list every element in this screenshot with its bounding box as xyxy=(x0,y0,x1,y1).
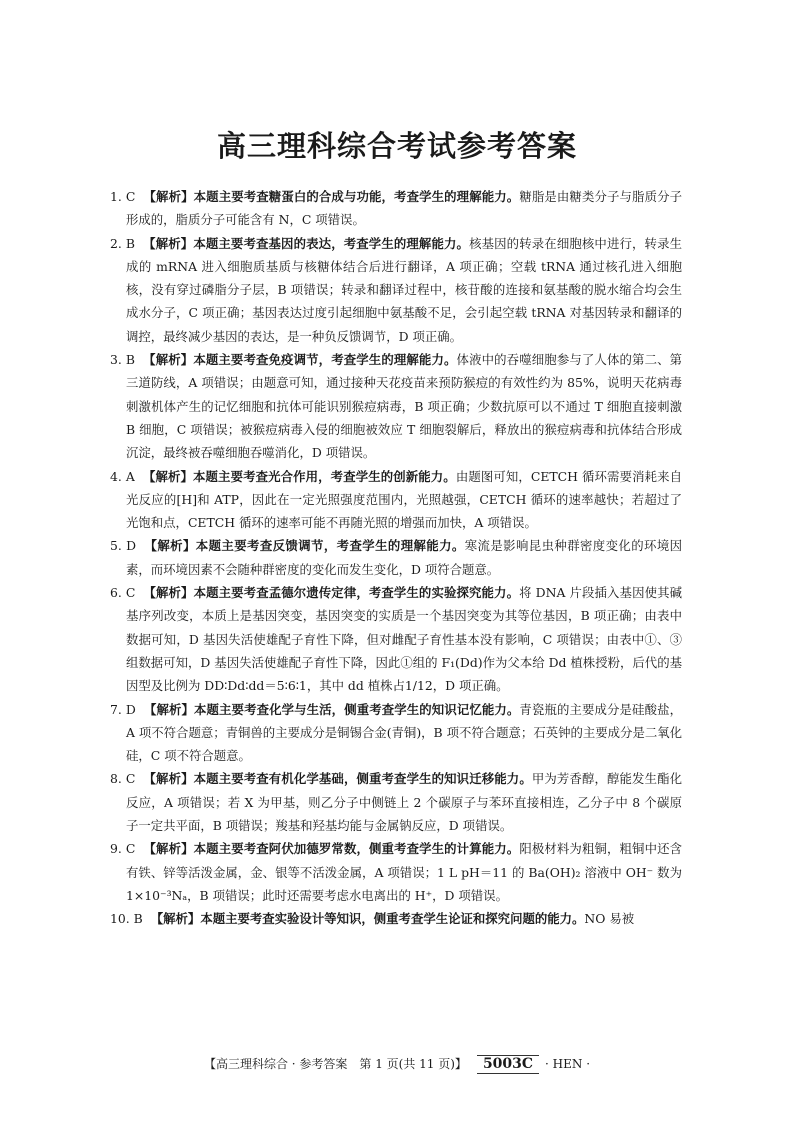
answer-focus: 本题主要考查糖蛋白的合成与功能，考查学生的理解能力。 xyxy=(193,189,520,204)
answer-item-5 xyxy=(110,534,682,581)
answer-body: 糖脂是由糖类分子与脂质分子形成的，脂质分子可能含有 N，C 项错误。 xyxy=(126,189,683,228)
analysis-tag: 【解析】 xyxy=(143,841,194,857)
answer-item-1 xyxy=(110,185,682,232)
answer-item-10 xyxy=(110,907,682,930)
answer-focus: 本题主要考查反馈调节，考查学生的理解能力。 xyxy=(195,538,465,554)
answer-list xyxy=(110,185,682,931)
answer-body: 由题图可知，CETCH 循环需要消耗来自光反应的[H]和 ATP，因此在一定光照强度范围内，光照越强，CETCH 循环的速率越快；若超过了光饱和点，CETCH 循环的速率可能不再随光照的增强而加快，A 项错误。 xyxy=(126,468,683,531)
answer-item-8 xyxy=(110,767,682,837)
answer-focus: 本题主要考查实验设计等知识，侧重考查学生论证和探究问题的能力。 xyxy=(200,911,585,927)
answer-body: 将 DNA 片段插入基因使其碱基序列改变，本质上是基因突变，基因突变的实质是一个基因突变为其等位基因，B 项正确；由表中数据可知，D 基因失活使雄配子育性下降，但对雌配子育性基本没有影响，C 项错误；由表中①、③组数据可知，D 基因失活使雄配子育性下降，因此①组的 F₁(Dd)作为父本给 Dd 植株授粉，后代的基因型及比例为 DD∶Dd∶dd＝5∶6∶1，其中 dd 植株占1/12，D 项正确。 xyxy=(126,585,683,694)
answer-item-9 xyxy=(110,837,682,907)
answer-item-4 xyxy=(110,465,682,535)
analysis-tag: 【解析】 xyxy=(143,235,194,251)
page-title: 高三理科综合考试参考答案 xyxy=(216,129,577,163)
analysis-tag: 【解析】 xyxy=(142,468,194,484)
answer-body: 甲为芳香醇，醇能发生酯化反应，A 项错误；若 X 为甲基，则乙分子中侧链上 2 个碳原子与苯环直接相连，乙分子中 8 个碳原子一定共平面，B 项错误；羧基和羟基均能与金属钠反应，D 项错误。 xyxy=(126,771,683,834)
answer-number: 9. C xyxy=(110,841,136,857)
answer-body: 阳极材料为粗铜，粗铜中还含有铁、锌等活泼金属，金、银等不活泼金属，A 项错误；1 L pH＝11 的 Ba(OH)₂ 溶液中 OH⁻ 数为 1×10⁻³Nₐ，B 项错误；此时还需要考虑水电离出的 H⁺，D 项错误。 xyxy=(126,841,683,903)
answer-number: 7. D xyxy=(110,701,136,717)
answer-focus: 本题主要考查化学与生活，侧重考查学生的知识记忆能力。 xyxy=(194,701,520,717)
answer-item-2 xyxy=(110,232,682,348)
answer-body: 青瓷瓶的主要成分是硅酸盐，A 项不符合题意；青铜兽的主要成分是铜锡合金(青铜)，B 项不符合题意；石英钟的主要成分是二氧化硅，C 项不符合题意。 xyxy=(126,701,683,764)
answer-focus: 本题主要考查有机化学基础，侧重考查学生的知识迁移能力。 xyxy=(193,771,532,787)
page-footer xyxy=(0,1054,794,1074)
answer-item-7 xyxy=(110,698,682,768)
analysis-tag: 【解析】 xyxy=(143,771,194,787)
analysis-tag: 【解析】 xyxy=(143,352,194,368)
answer-number: 1. C xyxy=(110,189,136,204)
answer-focus: 本题主要考查免疫调节，考查学生的理解能力。 xyxy=(193,352,457,368)
answer-number: 8. C xyxy=(110,771,136,787)
analysis-tag: 【解析】 xyxy=(143,189,194,204)
answer-focus: 本题主要考查光合作用，考查学生的创新能力。 xyxy=(193,468,456,484)
answer-item-6 xyxy=(110,581,682,697)
answer-number: 5. D xyxy=(110,538,137,554)
answer-number: 4. A xyxy=(110,468,135,484)
answer-body: NO 易被 xyxy=(584,911,635,927)
analysis-tag: 【解析】 xyxy=(143,585,194,601)
answer-number: 10. B xyxy=(110,911,143,927)
answer-focus: 本题主要考查基因的表达，考查学生的理解能力。 xyxy=(193,235,470,251)
answer-body: 核基因的转录在细胞核中进行，转录生成的 mRNA 进入细胞质基质与核糖体结合后进行翻译，A 项正确；空载 tRNA 通过核孔进入细胞核，没有穿过磷脂分子层，B 项错误；转录和翻译过程中，核苷酸的连接和氨基酸的脱水缩合均会生成水分子，C 项正确；基因表达过度引起细胞中氨基酸不足，会引起空载 tRNA 对基因转录和翻译的调控，最终减少基因的表达，是一种负反馈调节，D 项正确。 xyxy=(126,235,683,344)
answer-item-3 xyxy=(110,348,682,464)
analysis-tag: 【解析】 xyxy=(144,538,196,554)
answer-focus: 本题主要考查阿伏加德罗常数，侧重考查学生的计算能力。 xyxy=(193,841,520,857)
answer-number: 2. B xyxy=(110,235,136,251)
footer-suffix: · HEN · xyxy=(545,1057,591,1071)
answer-body: 寒流是影响昆虫种群密度变化的环境因素，而环境因素不会随种群密度的变化而发生变化，D 项符合题意。 xyxy=(126,538,683,577)
answer-focus: 本题主要考查孟德尔遗传定律，考查学生的实验探究能力。 xyxy=(193,585,520,601)
answer-body: 体液中的吞噬细胞参与了人体的第二、第三道防线，A 项错误；由题意可知，通过接种天花疫苗来预防猴痘的有效性约为 85%，说明天花病毒刺激机体产生的记忆细胞和抗体可能识别猴痘病毒，B 项正确；少数抗原可以不通过 T 细胞直接刺激 B 细胞，C 项错误；被猴痘病毒入侵的细胞被效应 T 细胞裂解后，释放出的猴痘病毒和抗体结合形成沉淀，最终被吞噬细胞吞噬消化，D 项错误。 xyxy=(126,352,683,461)
answer-number: 6. C xyxy=(110,585,136,601)
footer-text: 【高三理科综合 · 参考答案 第 1 页(共 11 页)】 xyxy=(203,1057,467,1071)
analysis-tag: 【解析】 xyxy=(150,911,201,927)
answer-number: 3. B xyxy=(110,352,136,368)
analysis-tag: 【解析】 xyxy=(143,701,195,717)
paper-code: 5003C xyxy=(477,1055,539,1074)
